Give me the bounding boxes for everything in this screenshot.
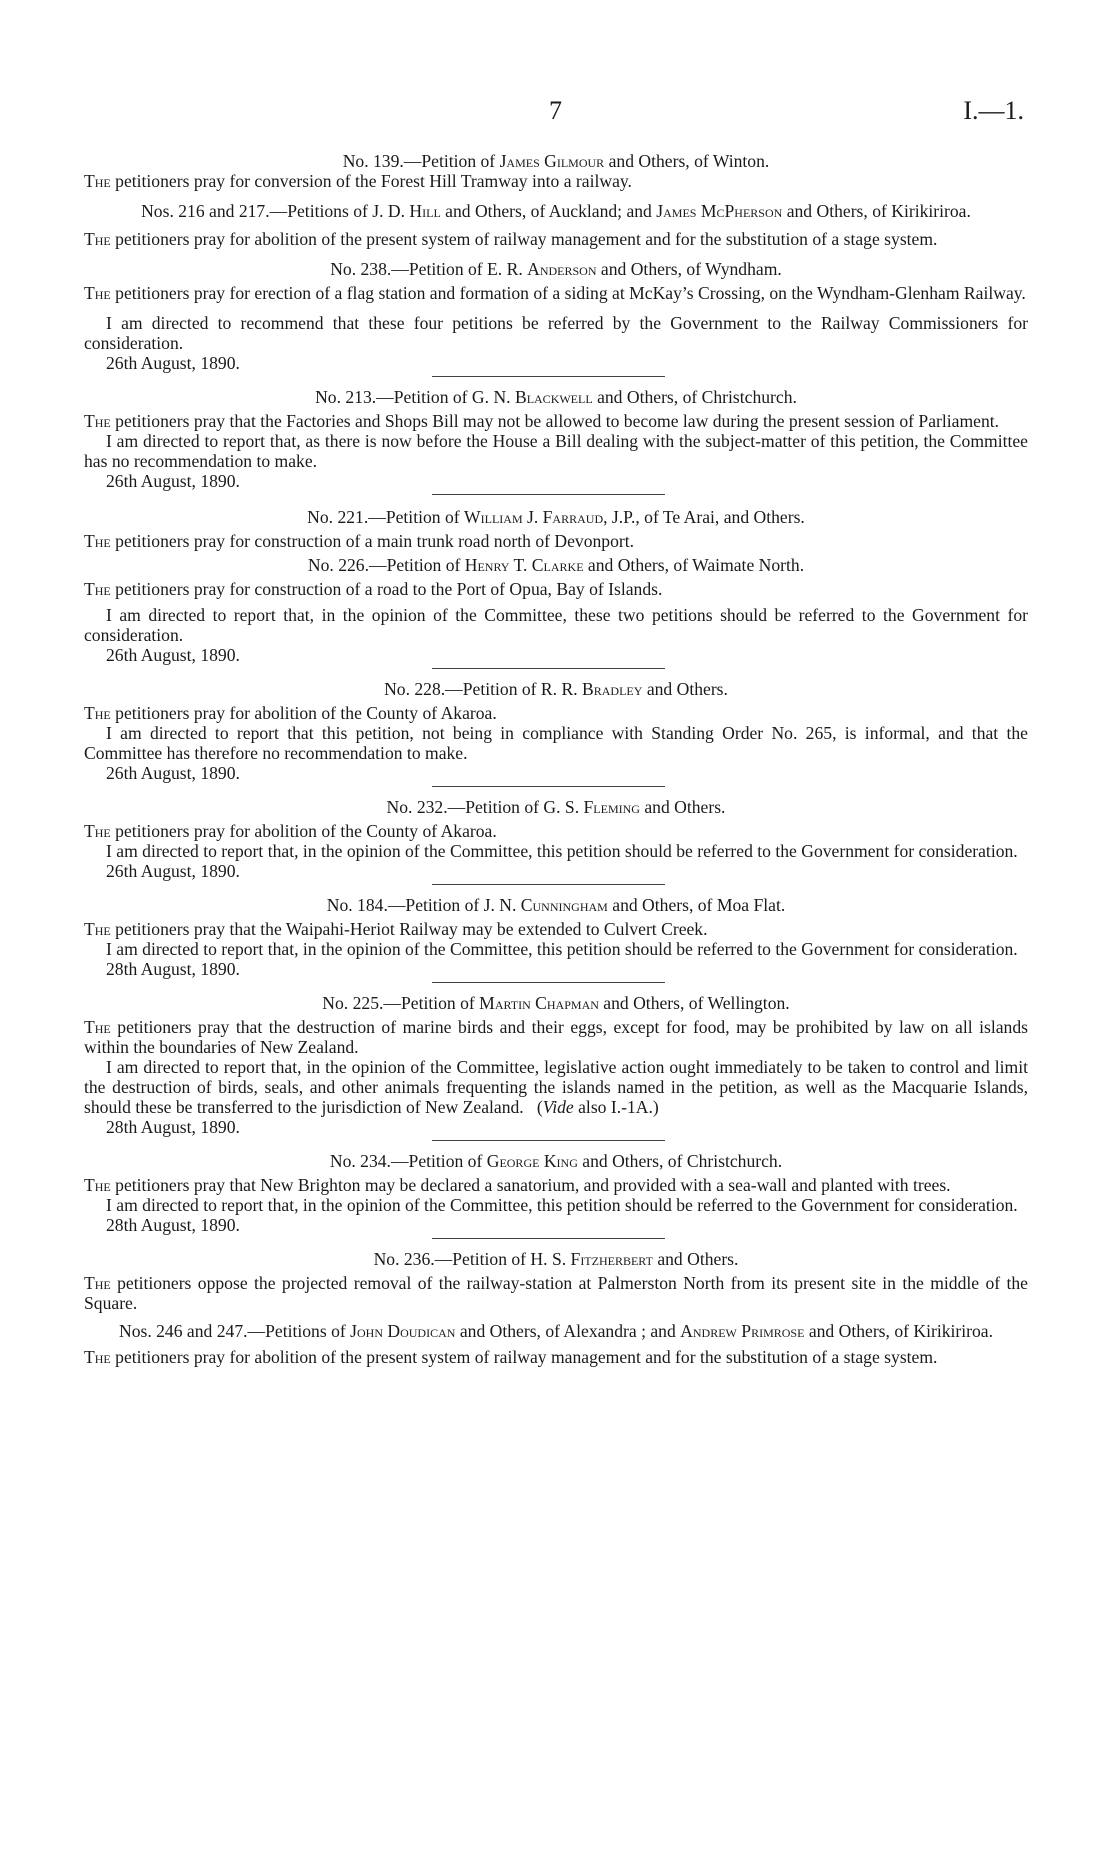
petition-prayer: The petitioners pray for construction of a road to the Port of Opua, Bay of Islands.: [84, 579, 663, 599]
petition-prayer: The petitioners oppose the projected removal of the railway-station at Palmerston North from its present site in the middle of the Square.: [84, 1273, 1028, 1313]
committee-report: I am directed to report that, in the opinion of the Committee, these two petitions should be referred to the Government for consideration.: [84, 605, 1028, 645]
petition-prayer: The petitioners pray for construction of a main trunk road north of Devonport.: [84, 531, 635, 551]
petition-prayer: The petitioners pray for abolition of the present system of railway management and for the substitution of a stage system.: [84, 229, 938, 249]
section-divider: [432, 884, 665, 885]
committee-report: I am directed to report that, as there is now before the House a Bill dealing with the subject-matter of this petition, the Committee has no recommendation to make.: [84, 431, 1028, 471]
petition-heading: Nos. 246 and 247.—Petitions of John Doudican and Others, of Alexandra ; and Andrew Primrose and Others, of Kirikiriroa.: [118, 1321, 994, 1341]
petition-heading: No. 213.—Petition of G. N. Blackwell and Others, of Christchurch.: [315, 387, 797, 407]
petition-prayer: The petitioners pray for abolition of the present system of railway management and for the substitution of a stage system.: [84, 1347, 938, 1367]
committee-report: I am directed to report that, in the opinion of the Committee, this petition should be referred to the Government for consideration.: [106, 1195, 1018, 1215]
committee-report: I am directed to report that this petition, not being in compliance with Standing Order No. 265, is informal, and that the Committee has therefore no recommendation to make.: [84, 723, 1028, 763]
page-number: 7: [549, 96, 562, 125]
petition-heading: No. 236.—Petition of H. S. Fitzherbert and Others.: [373, 1249, 739, 1269]
committee-report: I am directed to recommend that these four petitions be referred by the Government to the Railway Commissioners for consideration.: [84, 313, 1028, 353]
section-divider: [432, 494, 665, 495]
petition-heading: No. 238.—Petition of E. R. Anderson and Others, of Wyndham.: [330, 259, 782, 279]
petition-heading: No. 184.—Petition of J. N. Cunningham and Others, of Moa Flat.: [326, 895, 786, 915]
report-date: 26th August, 1890.: [106, 861, 240, 881]
petition-prayer: The petitioners pray that the destruction of marine birds and their eggs, except for food, may be prohibited by law on all islands within the boundaries of New Zealand.: [84, 1017, 1028, 1057]
petition-heading: No. 228.—Petition of R. R. Bradley and Others.: [384, 679, 728, 699]
committee-report: I am directed to report that, in the opinion of the Committee, this petition should be referred to the Government for consideration.: [106, 939, 1018, 959]
section-divider: [432, 1140, 665, 1141]
section-divider: [432, 376, 665, 377]
petition-heading: No. 232.—Petition of G. S. Fleming and Others.: [386, 797, 726, 817]
report-date: 28th August, 1890.: [106, 959, 240, 979]
section-divider: [432, 1238, 665, 1239]
committee-report: I am directed to report that, in the opinion of the Committee, legislative action ought immediately to be taken to control and limit the destruction of birds, seals, and other animals frequenting the islands named in the petition, as well as the Macquarie Islands, should these be transferred to the jurisdiction of New Zealand. (Vide also I.-1A.): [84, 1057, 1028, 1117]
petition-heading: No. 225.—Petition of Martin Chapman and Others, of Wellington.: [322, 993, 790, 1013]
petition-prayer: The petitioners pray that New Brighton may be declared a sanatorium, and provided with a sea-wall and planted with trees.: [84, 1175, 951, 1195]
petition-prayer: The petitioners pray for abolition of the County of Akaroa.: [84, 821, 497, 841]
section-divider: [432, 668, 665, 669]
petition-prayer: The petitioners pray that the Waipahi-Heriot Railway may be extended to Culvert Creek.: [84, 919, 708, 939]
report-date: 28th August, 1890.: [106, 1117, 240, 1137]
report-date: 26th August, 1890.: [106, 763, 240, 783]
report-date: 26th August, 1890.: [106, 353, 240, 373]
petition-prayer: The petitioners pray for erection of a flag station and formation of a siding at McKay’s Crossing, on the Wyndham-Glenham Railway.: [84, 283, 1026, 303]
report-date: 28th August, 1890.: [106, 1215, 240, 1235]
report-date: 26th August, 1890.: [106, 471, 240, 491]
petition-heading: No. 226.—Petition of Henry T. Clarke and Others, of Waimate North.: [307, 555, 805, 575]
petition-heading: No. 234.—Petition of George King and Others, of Christchurch.: [329, 1151, 783, 1171]
document-body: [84, 151, 1028, 1367]
document-page: [84, 0, 1028, 1867]
committee-report: I am directed to report that, in the opinion of the Committee, this petition should be referred to the Government for consideration.: [106, 841, 1018, 861]
petition-prayer: The petitioners pray for conversion of the Forest Hill Tramway into a railway.: [84, 171, 632, 191]
petition-heading: Nos. 216 and 217.—Petitions of J. D. Hill and Others, of Auckland; and James McPherson and Others, of Kirikiriroa.: [141, 201, 971, 221]
petition-prayer: The petitioners pray for abolition of the County of Akaroa.: [84, 703, 497, 723]
section-divider: [432, 786, 665, 787]
section-divider: [432, 982, 665, 983]
document-reference: I.—1.: [963, 96, 1024, 125]
petition-heading: No. 221.—Petition of William J. Farraud, J.P., of Te Arai, and Others.: [307, 507, 805, 527]
petition-heading: No. 139.—Petition of James Gilmour and Others, of Winton.: [342, 151, 770, 171]
report-date: 26th August, 1890.: [106, 645, 240, 665]
petition-prayer: The petitioners pray that the Factories and Shops Bill may not be allowed to become law during the present session of Parliament.: [84, 411, 1000, 431]
